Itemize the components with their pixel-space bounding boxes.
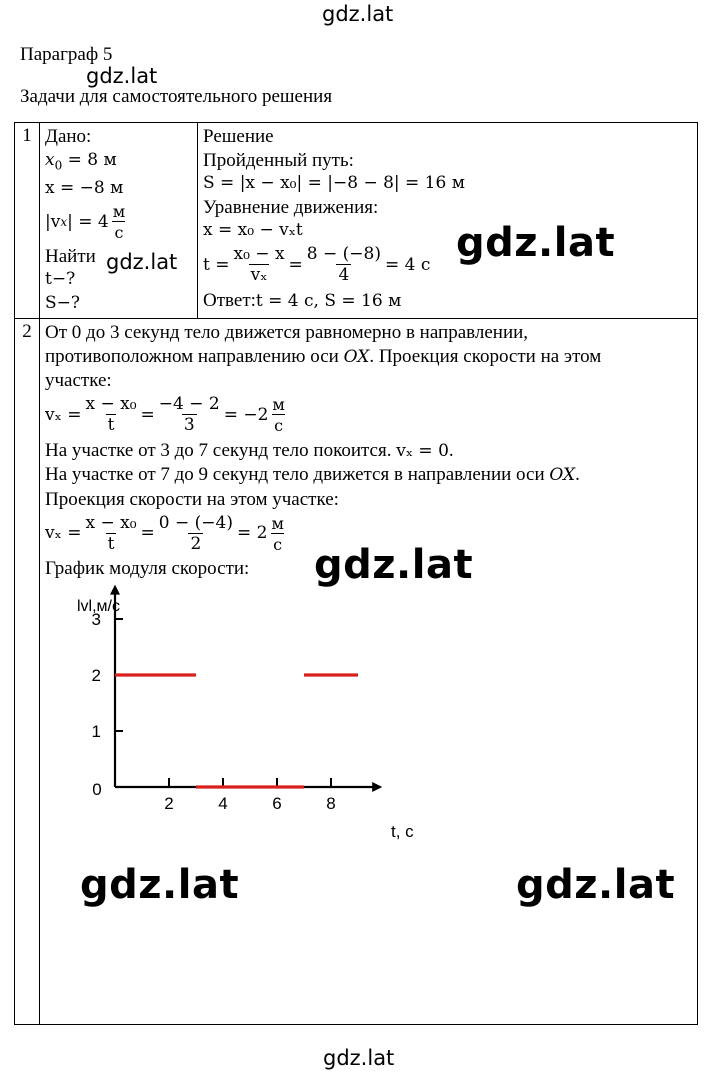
- x-tick-label: 6: [272, 793, 282, 813]
- y-tick-label: 3: [91, 609, 101, 629]
- task2-text-1: От 0 до 3 секунд тело движется равномерно в направлении,: [45, 322, 529, 343]
- watermark-task1-middle: gdz.lat: [106, 250, 178, 274]
- given-x: x = −8 м: [45, 178, 124, 199]
- task2-text-5: На участке от 7 до 9 секунд тело движется в направлении оси OX.: [45, 464, 580, 485]
- y-tick-label: 1: [91, 721, 101, 741]
- task2-text-6: Проекция скорости на этом участке:: [45, 488, 339, 510]
- origin-label: 0: [92, 779, 102, 799]
- x-axis-label: t, с: [391, 821, 414, 841]
- x-axis-arrow: [372, 782, 382, 792]
- task2-text-4: На участке от 3 до 7 секунд тело покоится. vₓ = 0.: [45, 439, 454, 461]
- task-number: 2: [15, 319, 40, 1025]
- task-number: 1: [15, 123, 40, 319]
- answer: Ответ:t = 4 с, S = 16 м: [203, 289, 402, 311]
- given-title: Дано:: [45, 126, 92, 147]
- task2-solution: [40, 319, 698, 1025]
- solution-block: [198, 123, 698, 319]
- watermark-bottom-right: gdz.lat: [516, 862, 676, 908]
- solution-title: Решение: [203, 126, 274, 147]
- velocity-formula-1: vₓ = $\frac{\text{x − x₀}}{t}$ = $\frac{-4 - 2}{3}$ = −2 $\frac{м}{с}$: [45, 394, 285, 435]
- watermark-task1-big: gdz.lat: [456, 220, 616, 266]
- equation-title: Уравнение движения:: [203, 196, 379, 218]
- find-t: t−?: [45, 269, 76, 290]
- y-axis-arrow: [110, 584, 120, 594]
- path-title: Пройденный путь:: [203, 149, 354, 171]
- find-s: S−?: [45, 292, 81, 313]
- watermark-bottom: gdz.lat: [323, 1046, 395, 1070]
- path-formula: S = |x − x₀| = |−8 − 8| = 16 м: [203, 173, 465, 193]
- paragraph-title: Параграф 5: [20, 44, 113, 65]
- given-block: [40, 123, 198, 319]
- speed-chart: [45, 581, 445, 841]
- velocity-formula-2: vₓ = $\frac{\text{x − x₀}}{t}$ = $\frac{0 - (-4)}{2}$ = 2 $\frac{м}{с}$: [45, 512, 284, 554]
- task-row-2: [15, 319, 698, 1025]
- find-title: Найти: [45, 245, 96, 267]
- x-tick-label: 4: [218, 793, 228, 813]
- graph-caption: График модуля скорости:: [45, 558, 250, 579]
- watermark-header: gdz.lat: [86, 64, 158, 88]
- watermark-task2-big: gdz.lat: [314, 542, 474, 588]
- watermark-top: gdz.lat: [322, 2, 394, 26]
- watermark-bottom-left: gdz.lat: [80, 862, 240, 908]
- equation-formula: x = x₀ − vₓt: [203, 220, 303, 240]
- task2-text-3: участке:: [45, 370, 112, 391]
- given-x0: $x_0 = 8$ м: [45, 149, 117, 172]
- time-formula: t = $\frac{\text{x₀ − x}}{\text{vₓ}}$ = $\frac{8 - (-8)}{4}$ = 4 с: [203, 244, 431, 285]
- y-axis-label: lvl,м/с: [77, 597, 120, 615]
- task2-text-2: противоположном направлению оси OX. Проекция скорости на этом: [45, 345, 602, 367]
- x-tick-label: 2: [164, 793, 174, 813]
- x-tick-label: 8: [326, 793, 336, 813]
- given-v: |v x | = 4 $\frac{м}{с}$: [45, 202, 126, 243]
- y-tick-label: 2: [91, 665, 101, 685]
- section-subtitle: Задачи для самостоятельного решения: [20, 86, 333, 107]
